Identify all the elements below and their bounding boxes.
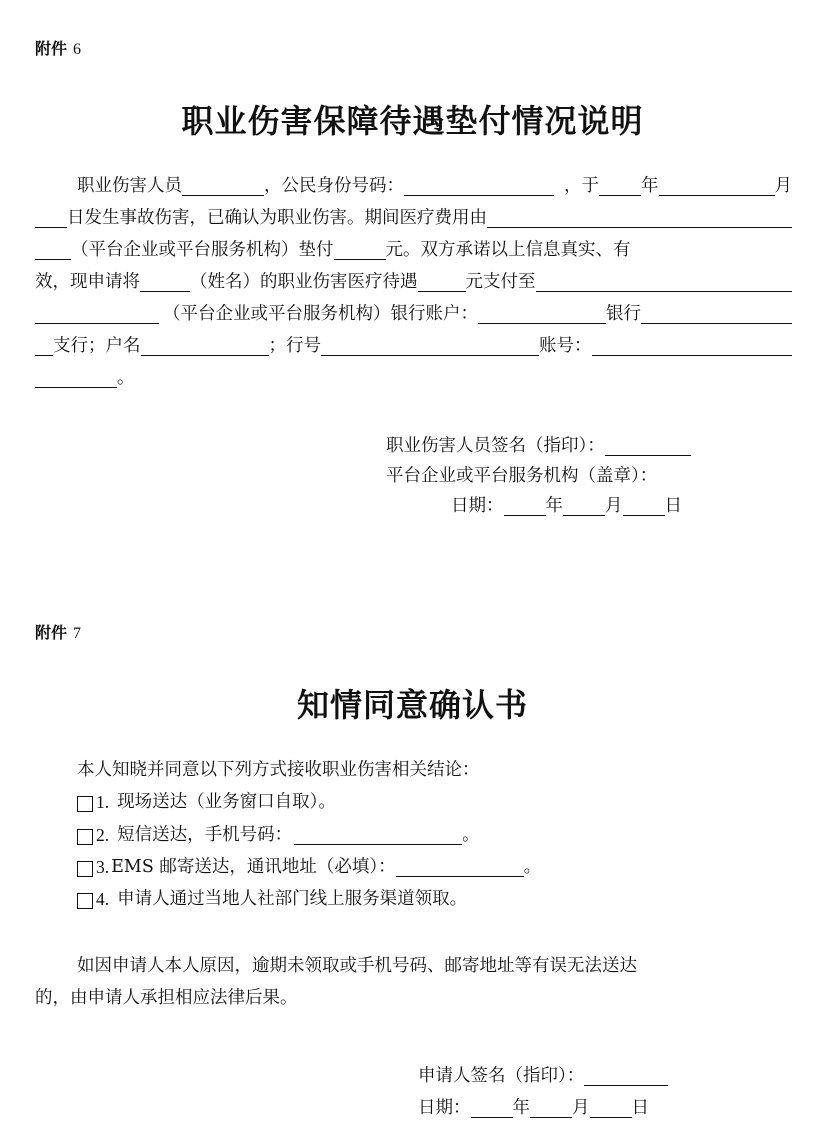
notice-line-1: 如因申请人本人原因，逾期未领取或手机号码、邮寄地址等有误无法送达 xyxy=(77,956,637,976)
account-number-field[interactable] xyxy=(592,337,793,356)
annex-7-title: 知情同意确认书 xyxy=(296,686,528,724)
bank-branch-field[interactable] xyxy=(641,305,792,324)
payee-org-field[interactable] xyxy=(536,273,793,292)
incident-month-field[interactable] xyxy=(659,177,775,196)
statement-line-2: 日发生事故伤害，已确认为职业伤害。期间医疗费用由 xyxy=(35,208,792,228)
annex-6-label: 附件 6 xyxy=(35,39,82,58)
option-2-checkbox[interactable] xyxy=(77,829,93,845)
annex-7-day-field[interactable] xyxy=(590,1099,632,1118)
account-number-field-cont[interactable] xyxy=(35,369,117,388)
option-3-checkbox[interactable] xyxy=(77,861,93,877)
bank-code-field[interactable] xyxy=(321,337,539,356)
annex-7-month-field[interactable] xyxy=(530,1099,572,1118)
notice-line-2: 的，由申请人承担相应法律后果。 xyxy=(35,988,298,1008)
account-name-field[interactable] xyxy=(141,337,269,356)
beneficiary-name-field[interactable] xyxy=(140,273,190,292)
annex-7-date: 日期： 年 月 日 xyxy=(418,1098,649,1118)
annex-6-title: 职业伤害保障待遇垫付情况说明 xyxy=(181,102,644,140)
incident-year-field[interactable] xyxy=(599,177,641,196)
statement-line-3: （平台企业或平台服务机构）垫付 元。双方承诺以上信息真实、有 xyxy=(35,240,792,260)
annex-7-label: 附件 7 xyxy=(35,623,82,642)
injured-person-name-field[interactable] xyxy=(182,177,264,196)
injured-person-signature: 职业伤害人员签名（指印）： xyxy=(386,436,691,456)
phone-number-field[interactable] xyxy=(294,826,462,845)
annex-6-month-field[interactable] xyxy=(563,497,605,516)
injured-person-signature-field[interactable] xyxy=(605,437,691,456)
bank-account-field[interactable] xyxy=(478,305,606,324)
annex-6-date: 日期： 年 月 日 xyxy=(451,496,682,516)
statement-line-5: （平台企业或平台服务机构）银行账户： 银行 xyxy=(35,304,792,324)
advance-payer-field[interactable] xyxy=(487,209,792,228)
bank-branch-field-cont[interactable] xyxy=(35,337,53,356)
option-ems: 3. EMS 邮寄送达，通讯地址（必填）： 。 xyxy=(77,857,541,877)
option-onsite: 1. 现场送达（业务窗口自取）。 xyxy=(77,792,336,812)
org-seal: 平台企业或平台服务机构（盖章）： xyxy=(386,466,658,486)
id-number-field[interactable] xyxy=(404,177,554,196)
statement-line-4: 效，现申请将 （姓名）的职业伤害医疗待遇 元支付至 xyxy=(35,272,792,292)
statement-line-7: 。 xyxy=(35,368,792,388)
consent-intro: 本人知晓并同意以下列方式接收职业伤害相关结论： xyxy=(77,760,480,780)
advance-amount-field[interactable] xyxy=(334,241,386,260)
applicant-signature-field[interactable] xyxy=(584,1067,668,1086)
incident-day-field[interactable] xyxy=(35,209,67,228)
mailing-address-field[interactable] xyxy=(396,858,524,877)
annex-7-year-field[interactable] xyxy=(471,1099,513,1118)
option-sms: 2. 短信送达，手机号码： 。 xyxy=(77,825,480,845)
benefit-amount-field[interactable] xyxy=(418,273,466,292)
advance-payer-field-cont[interactable] xyxy=(35,241,71,260)
annex-6-year-field[interactable] xyxy=(504,497,546,516)
option-4-checkbox[interactable] xyxy=(77,893,93,909)
payee-org-field-cont[interactable] xyxy=(35,305,159,324)
option-1-checkbox[interactable] xyxy=(77,796,93,812)
statement-line-6: 支行；户名 ；行号 账号： xyxy=(35,336,792,356)
statement-line-1: 职业伤害人员 ，公民身份号码： ，于 年 月 xyxy=(77,176,792,196)
option-online: 4. 申请人通过当地人社部门线上服务渠道领取。 xyxy=(77,889,467,909)
applicant-signature: 申请人签名（指印）： xyxy=(418,1066,668,1086)
annex-6-day-field[interactable] xyxy=(623,497,665,516)
